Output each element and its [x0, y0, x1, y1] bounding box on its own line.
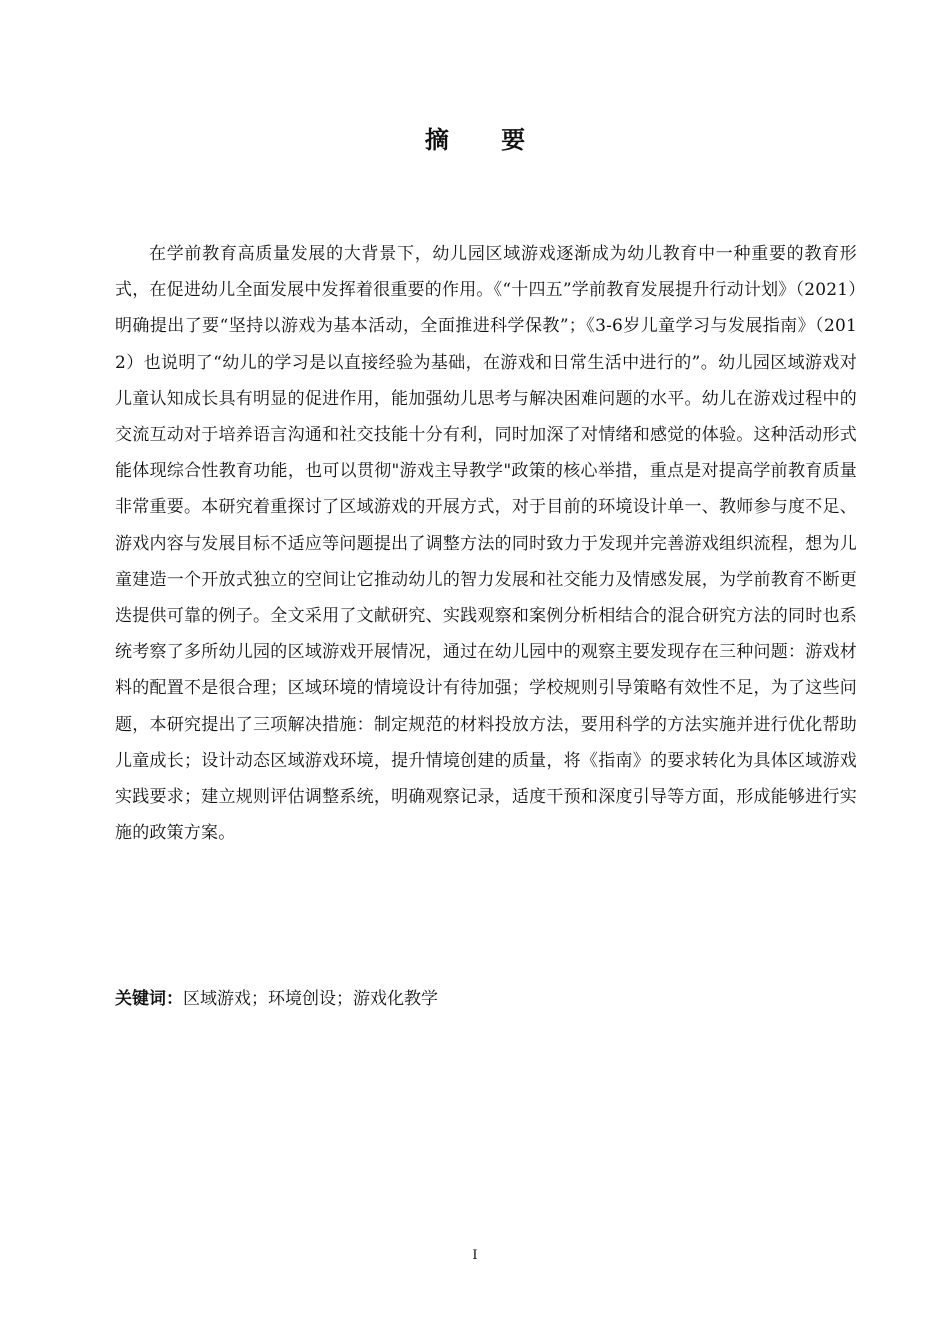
keywords-line — [115, 984, 857, 1014]
page-number: I — [472, 1248, 478, 1263]
page-title: 摘 要 — [424, 126, 548, 154]
keywords-label: 关键词： — [115, 989, 183, 1009]
abstract-paragraph: 在学前教育高质量发展的大背景下，幼儿园区域游戏逐渐成为幼儿教育中一种重要的教育形式，在促进幼儿全面发展中发挥着很重要的作用。《“十四五”学前教育发展提升行动计划》（2021）明确提出了要“坚持以游戏为基本活动，全面推进科学保教”；《3-6岁儿童学习与发展指南》（2012）也说明了“幼儿的学习是以直接经验为基础，在游戏和日常生活中进行的”。幼儿园区域游戏对儿童认知成长具有明显的促进作用，能加强幼儿思考与解决困难问题的水平。幼儿在游戏过程中的交流互动对于培养语言沟通和社交技能十分有利，同时加深了对情绪和感觉的体验。这种活动形式能体现综合性教育功能，也可以贯彻"游戏主导教学"政策的核心举措，重点是对提高学前教育质量非常重要。本研究着重探讨了区域游戏的开展方式，对于目前的环境设计单一、教师参与度不足、游戏内容与发展目标不适应等问题提出了调整方法的同时致力于发现并完善游戏组织流程，想为儿童建造一个开放式独立的空间让它推动幼儿的智力发展和社交能力及情感发展，为学前教育不断更迭提供可靠的例子。全文采用了文献研究、实践观察和案例分析相结合的混合研究方法的同时也系统考察了多所幼儿园的区域游戏开展情况，通过在幼儿园中的观察主要发现存在三种问题：游戏材料的配置不是很合理；区域环境的情境设计有待加强；学校规则引导策略有效性不足，为了这些问题，本研究提出了三项解决措施：制定规范的材料投放方法，要用科学的方法实施并进行优化帮助儿童成长；设计动态区域游戏环境，提升情境创建的质量，将《指南》的要求转化为具体区域游戏实践要求；建立规则评估调整系统，明确观察记录，适度干预和深度引导等方面，形成能够进行实施的政策方案。 — [115, 244, 857, 844]
keywords-text: 区域游戏；环境创设；游戏化教学 — [183, 989, 438, 1009]
